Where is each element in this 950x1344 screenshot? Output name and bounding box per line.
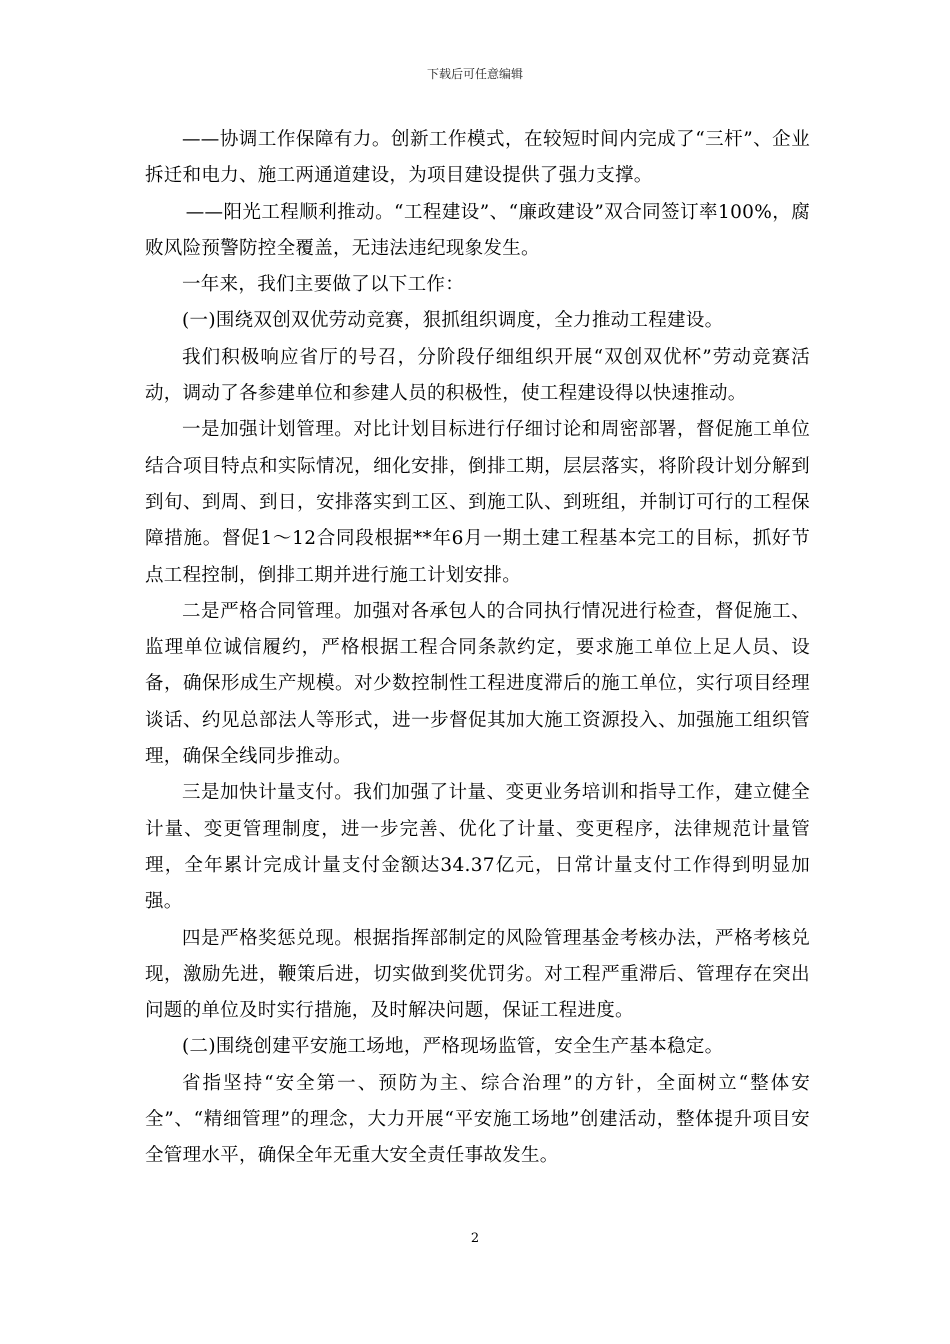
paragraph-measurement-payment: 三是加快计量支付。我们加强了计量、变更业务培训和指导工作，建立健全计量、变更管理制度，进一步完善、优化了计量、变更程序，法律规范计量管理，全年累计完成计量支付金额达34.37亿元，日常计量支付工作得到明显加强。 <box>145 782 810 913</box>
page-header: 下载后可任意编辑 <box>426 67 523 81</box>
paragraph-safety-policy: 省指坚持“安全第一、预防为主、综合治理”的方针，全面树立“整体安全”、“精细管理”的理念，大力开展“平安施工场地”创建活动，整体提升项目安全管理水平，确保全年无重大安全责任事故发生。 <box>145 1072 810 1167</box>
page-number: 2 <box>470 1231 480 1246</box>
paragraph-sunshine-project: ——阳光工程顺利推动。“工程建设”、“廉政建设”双合同签订率100%，腐败风险预警防控全覆盖，无违法违纪现象发生。 <box>145 201 810 259</box>
section-heading-2: (二)围绕创建平安施工场地，严格现场监管，安全生产基本稳定。 <box>182 1036 724 1058</box>
paragraph-contract-management: 二是严格合同管理。加强对各承包人的合同执行情况进行检查，督促施工、监理单位诚信履约，严格根据工程合同条款约定，要求施工单位上足人员、设备，确保形成生产规模。对少数控制性工程进度滞后的施工单位，实行项目经理谈话、约见总部法人等形式，进一步督促其加大施工资源投入、加强施工组织管理，确保全线同步推动。 <box>145 600 810 768</box>
paragraph-year-intro: 一年来，我们主要做了以下工作： <box>182 274 465 296</box>
paragraph-coordination: ——协调工作保障有力。创新工作模式，在较短时间内完成了“三杆”、企业拆迁和电力、施工两通道建设，为项目建设提供了强力支撑。 <box>145 129 810 187</box>
section-heading-1: (一)围绕双创双优劳动竞赛，狠抓组织调度，全力推动工程建设。 <box>182 310 724 332</box>
document-body <box>145 122 810 1175</box>
paragraph-rewards-penalties: 四是严格奖惩兑现。根据指挥部制定的风险管理基金考核办法，严格考核兑现，激励先进，鞭策后进，切实做到奖优罚劣。对工程严重滞后、管理存在突出问题的单位及时实行措施，及时解决问题，保证工程进度。 <box>145 927 810 1022</box>
paragraph-plan-management: 一是加强计划管理。对比计划目标进行仔细讨论和周密部署，督促施工单位结合项目特点和实际情况，细化安排，倒排工期，层层落实，将阶段计划分解到到旬、到周、到日，安排落实到工区、到施工队、到班组，并制订可行的工程保障措施。督促1～12合同段根据**年6月一期土建工程基本完工的目标，抓好节点工程控制，倒排工期并进行施工计划安排。 <box>145 419 810 586</box>
paragraph-labor-competition: 我们积极响应省厅的号召，分阶段仔细组织开展“双创双优杯”劳动竞赛活动，调动了各参建单位和参建人员的积极性，使工程建设得以快速推动。 <box>145 346 810 405</box>
